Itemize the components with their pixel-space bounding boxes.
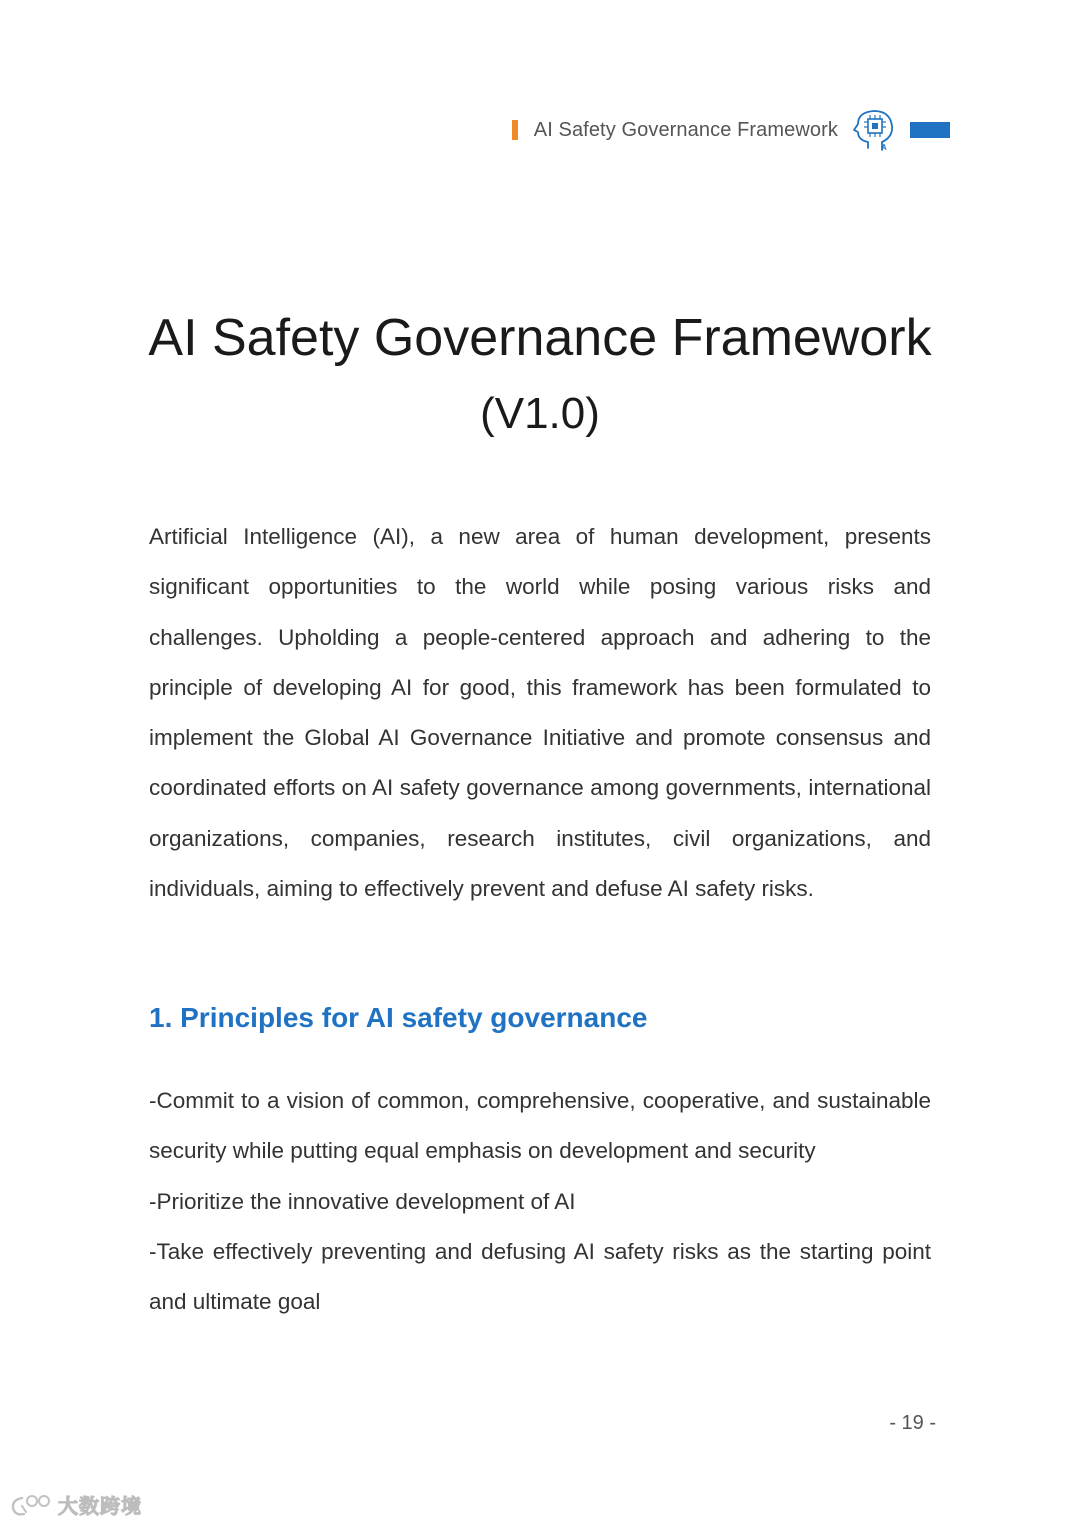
header-brand-bar — [910, 122, 950, 138]
watermark-text: 大数跨境 — [58, 1496, 142, 1518]
principles-list — [149, 1076, 931, 1327]
watermark-logo-icon — [10, 1492, 54, 1518]
principle-item: -Prioritize the innovative development of AI — [149, 1188, 576, 1214]
page-number: - 19 - — [889, 1412, 936, 1434]
header-accent-bar — [512, 120, 518, 140]
principle-item: -Commit to a vision of common, comprehensive, cooperative, and sustainable security while putting equal emphasis on development and security — [149, 1088, 931, 1164]
principle-item: -Take effectively preventing and defusing AI safety risks as the starting point and ultimate goal — [149, 1238, 931, 1315]
title-block — [0, 306, 1080, 444]
ai-head-chip-icon — [848, 104, 900, 156]
running-header — [512, 104, 950, 156]
header-running-title: AI Safety Governance Framework — [533, 118, 838, 141]
document-title: AI Safety Governance Framework — [148, 309, 932, 367]
section-heading-principles: 1. Principles for AI safety governance — [149, 1002, 648, 1033]
watermark — [10, 1490, 142, 1519]
intro-paragraph: Artificial Intelligence (AI), a new area of human development, presents significant opportunities to the world while posing various risks and challenges. Upholding a people-centered approach and adhering to the principle of developing AI for good, this framework has been formulated to implement the Global AI Governance Initiative and promote consensus and coordinated efforts on AI safety governance among governments, international organizations, companies, research institutes, civil organizations, and individuals, aiming to effectively prevent and defuse AI safety risks. — [149, 524, 931, 902]
document-version: (V1.0) — [480, 389, 600, 438]
